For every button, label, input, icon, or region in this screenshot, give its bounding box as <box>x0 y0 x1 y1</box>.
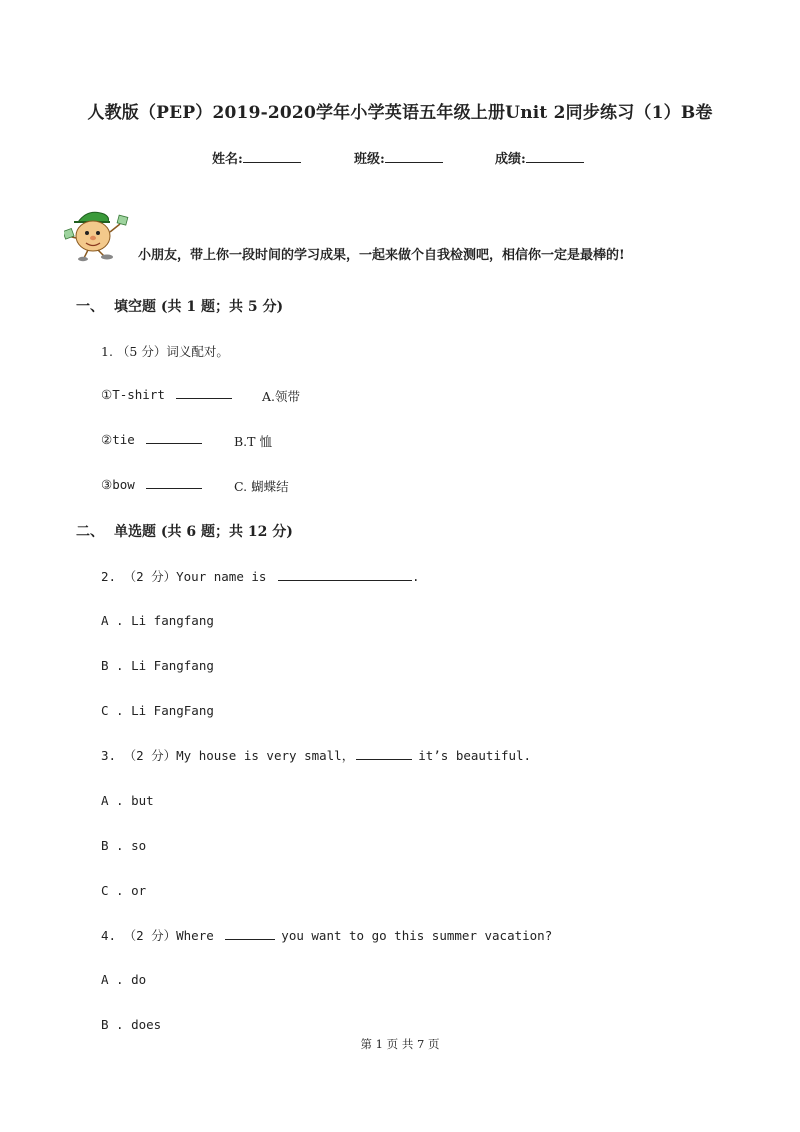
answer-blank[interactable] <box>146 432 202 444</box>
option-a[interactable]: A . but <box>101 793 154 808</box>
answer-blank[interactable] <box>146 477 202 489</box>
option-a[interactable]: A . do <box>101 972 147 987</box>
match-row-3 <box>101 477 202 492</box>
question-1-stem: 1. （5 分）词义配对。 <box>101 344 229 359</box>
option-b[interactable]: B . Li Fangfang <box>101 658 214 673</box>
option-b[interactable]: B . so <box>101 838 147 853</box>
section-number: 二、 <box>76 524 104 540</box>
match-left: ②tie <box>101 432 135 447</box>
score-label: 成绩: <box>495 152 526 167</box>
section-title: 单选题 (共 6 题；共 12 分) <box>114 524 293 540</box>
question-4-stem <box>101 926 552 944</box>
stem-text-end: it’s beautiful. <box>418 748 532 763</box>
answer-blank[interactable] <box>356 748 412 760</box>
answer-blank[interactable] <box>176 387 232 399</box>
score-field <box>495 148 584 167</box>
answer-blank[interactable] <box>225 928 275 940</box>
encouragement-text: 小朋友，带上你一段时间的学习成果，一起来做个自我检测吧，相信你一定是最棒的! <box>138 248 625 263</box>
question-2-stem <box>101 567 420 585</box>
match-left: ③bow <box>101 477 135 492</box>
class-label: 班级: <box>354 152 385 167</box>
mascot-illustration <box>64 206 132 262</box>
match-right-2: B.T 恤 <box>234 434 272 449</box>
stem-text: 2. （2 分）Your name is <box>101 569 267 584</box>
name-label: 姓名: <box>212 152 243 167</box>
option-a[interactable]: A . Li fangfang <box>101 613 214 628</box>
match-right-1: A.领带 <box>262 389 301 404</box>
section-title: 填空题 (共 1 题；共 5 分) <box>114 299 284 315</box>
match-right-3: C. 蝴蝶结 <box>234 479 289 494</box>
page-footer: 第 1 页 共 7 页 <box>360 1037 440 1051</box>
score-blank <box>526 150 584 163</box>
class-blank <box>385 150 443 163</box>
match-left: ①T-shirt <box>101 387 165 402</box>
name-field <box>212 148 301 167</box>
stem-text: 4. （2 分）Where <box>101 928 214 943</box>
option-c[interactable]: C . Li FangFang <box>101 703 214 718</box>
section-heading-single-choice <box>76 521 293 541</box>
option-b[interactable]: B . does <box>101 1017 162 1032</box>
stem-text-end: you want to go this summer vacation? <box>281 928 553 943</box>
class-field <box>354 148 443 167</box>
section-number: 一、 <box>76 299 104 315</box>
stem-text: 3. （2 分）My house is very small， <box>101 748 355 763</box>
question-3-stem <box>101 746 531 764</box>
page-title: 人教版（PEP）2019-2020学年小学英语五年级上册Unit 2同步练习（1）B卷 <box>87 103 713 123</box>
name-blank <box>243 150 301 163</box>
match-row-1 <box>101 387 232 402</box>
stem-text-end: . <box>411 569 420 584</box>
match-row-2 <box>101 432 202 447</box>
answer-blank[interactable] <box>278 569 412 581</box>
option-c[interactable]: C . or <box>101 883 147 898</box>
section-heading-fill-blank <box>76 296 283 316</box>
